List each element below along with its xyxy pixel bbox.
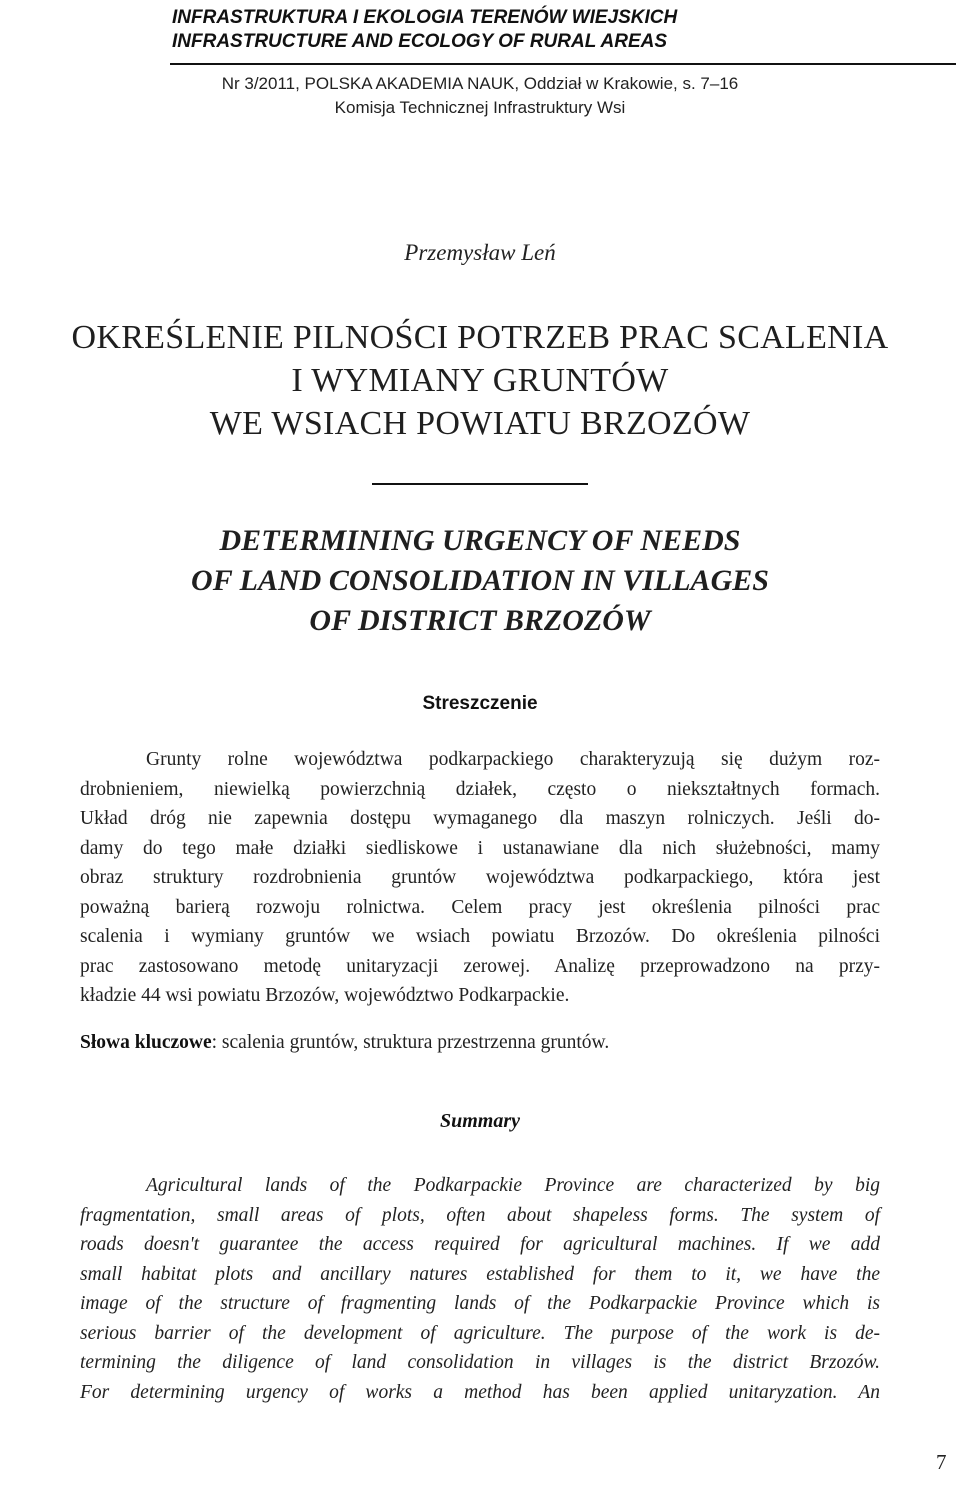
abstract-line: drobnieniem, niewielką powierzchnią działek, często o niekształtnych formach. [80,778,880,800]
abstract-line: damy do tego małe działki siedliskowe i ustanawiane dla nich służebności, mamy [80,837,880,859]
summary-line: termining the diligence of land consolidation in villages is the district Brzozów. [80,1352,880,1373]
abstract-line: obraz struktury rozdrobnienia gruntów województwa podkarpackiego, która jest [80,867,880,888]
title-pl-line: I WYMIANY GRUNTÓW [291,362,669,399]
title-en-line: OF LAND CONSOLIDATION IN VILLAGES [191,564,769,597]
title-divider [372,483,588,485]
title-pl-line: OKREŚLENIE PILNOŚCI POTRZEB PRAC SCALENIA [71,319,889,356]
keywords-label: Słowa kluczowe [80,1032,212,1053]
summary-en-body [80,1171,880,1407]
abstract-line: Układ dróg nie zapewnia dostępu wymaganego dla maszyn rolniczych. Jeśli do- [80,808,880,829]
commission-line: Komisja Technicznej Infrastruktury Wsi [334,98,626,117]
journal-name-pl: INFRASTRUKTURA I EKOLOGIA TERENÓW WIEJSKICH [172,7,678,28]
issue-line: Nr 3/2011, POLSKA AKADEMIA NAUK, Oddział w Krakowie, s. 7–16 [221,74,739,93]
summary-line: roads doesn't guarantee the access required for agricultural machines. If we add [80,1234,880,1255]
title-en-line: OF DISTRICT BRZOZÓW [309,604,651,637]
author-name: Przemysław Leń [404,240,556,265]
title-pl-line: WE WSIACH POWIATU BRZOZÓW [209,405,751,442]
keywords-text: : scalenia gruntów, struktura przestrzenna gruntów. [211,1032,610,1053]
summary-line: serious barrier of the development of agriculture. The purpose of the work is de- [80,1322,880,1344]
abstract-line: scalenia i wymiany gruntów we wsiach powiatu Brzozów. Do określenia pilności [80,926,880,947]
summary-line: fragmentation, small areas of plots, often about shapeless forms. The system of [80,1204,880,1226]
abstract-pl-body [80,745,880,1011]
abstract-line: poważną barierą rozwoju rolnictwa. Celem pracy jest określenia pilności prac [80,896,880,918]
abstract-line: Grunty rolne województwa podkarpackiego charakteryzują się dużym roz- [146,749,880,770]
keywords [80,1032,880,1054]
summary-heading: Summary [439,1110,521,1132]
summary-line: small habitat plots and ancillary natures established for them to it, we have the [80,1263,880,1285]
publication-info [170,72,790,120]
summary-line: image of the structure of fragmenting lands of the Podkarpackie Province which is [80,1293,880,1314]
abstract-line: prac zastosowano metodę unitaryzacji zerowej. Analizę przeprowadzono na przy- [80,955,880,977]
title-en-line: DETERMINING URGENCY OF NEEDS [219,524,741,557]
page-number: 7 [936,1450,947,1474]
journal-header [172,6,677,54]
header-rule [170,63,956,65]
summary-line: For determining urgency of works a method has been applied unitaryzation. An [80,1381,880,1403]
abstract-line: kładzie 44 wsi powiatu Brzozów, województwo Podkarpackie. [80,985,570,1006]
journal-name-en: INFRASTRUCTURE AND ECOLOGY OF RURAL AREAS [172,31,668,52]
abstract-heading: Streszczenie [422,693,538,714]
title-english [0,521,960,641]
summary-line: Agricultural lands of the Podkarpackie Province are characterized by big [146,1175,880,1196]
title-polish [0,316,960,445]
